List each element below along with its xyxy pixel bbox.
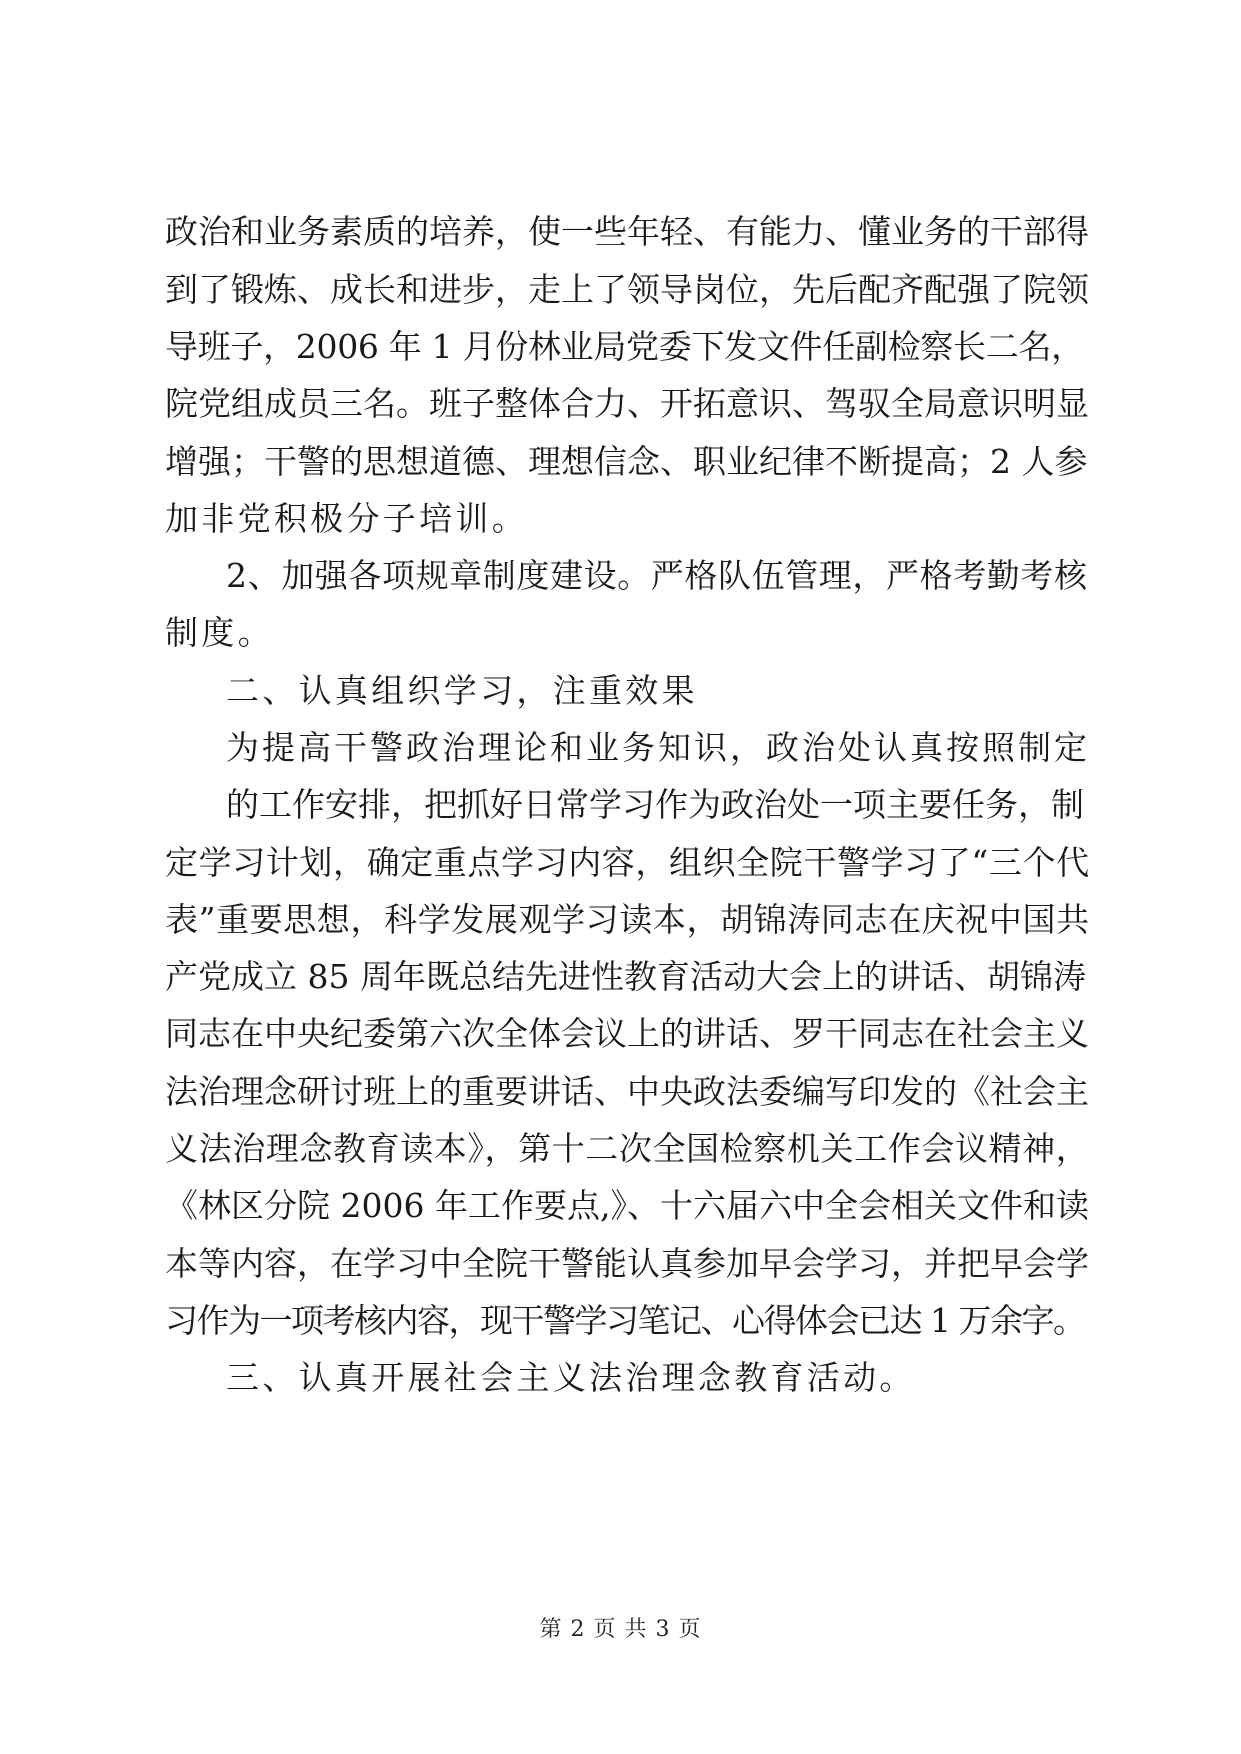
text-line: 《林区分院 2006 年工作要点,》、十六届六中全会相关文件和读 (165, 1186, 1089, 1225)
section-heading: 三、认真开展社会主义法治理念教育活动。 (226, 1358, 916, 1397)
text-line: 2、加强各项规章制度建设。严格队伍管理，严格考勤考核 (226, 556, 1088, 595)
text-line: 产党成立 85 周年既总结先进性教育活动大会上的讲话、胡锦涛 (165, 957, 1086, 996)
text-line: 同志在中央纪委第六次全体会议上的讲话、罗干同志在社会主义 (165, 1014, 1089, 1053)
section-heading: 二、认真组织学习，注重效果 (226, 671, 698, 710)
text-line: 习作为一项考核内容，现干警学习笔记、心得体会已达 1 万余字。 (165, 1301, 1085, 1340)
text-line: 为提高干警政治理论和业务知识，政治处认真按照制定 (226, 728, 1090, 767)
text-line: 法治理念研讨班上的重要讲话、中央政法委编写印发的《社会主 (165, 1072, 1089, 1111)
text-line: 表”重要思想，科学发展观学习读本，胡锦涛同志在庆祝中国共 (165, 900, 1090, 939)
text-line: 导班子，2006 年 1 月份林业局党委下发文件任副检察长二名， (165, 327, 1084, 366)
text-line: 本等内容，在学习中全院干警能认真参加早会学习，并把早会学 (165, 1244, 1089, 1283)
text-line: 义法治理念教育读本》，第十二次全国检察机关工作会议精神， (165, 1129, 1090, 1168)
text-line: 院党组成员三名。班子整体合力、开拓意识、驾驭全局意识明显 (165, 384, 1089, 423)
page-number-footer: 第 2 页 共 3 页 (539, 1617, 702, 1642)
text-line: 定学习计划，确定重点学习内容，组织全院干警学习了“三个代 (165, 843, 1090, 882)
text-line: 增强；干警的思想道德、理想信念、职业纪律不断提高；2 人参 (165, 442, 1088, 481)
text-line: 的工作安排，把抓好日常学习作为政治处一项主要任务，制 (226, 785, 1084, 824)
text-line: 到了锻炼、成长和进步，走上了领导岗位，先后配齐配强了院领 (165, 270, 1089, 309)
text-line: 政治和业务素质的培养，使一些年轻、有能力、懂业务的干部得 (165, 212, 1089, 251)
text-line: 制度。 (165, 613, 274, 652)
text-line: 加非党积极分子培训。 (165, 499, 528, 538)
